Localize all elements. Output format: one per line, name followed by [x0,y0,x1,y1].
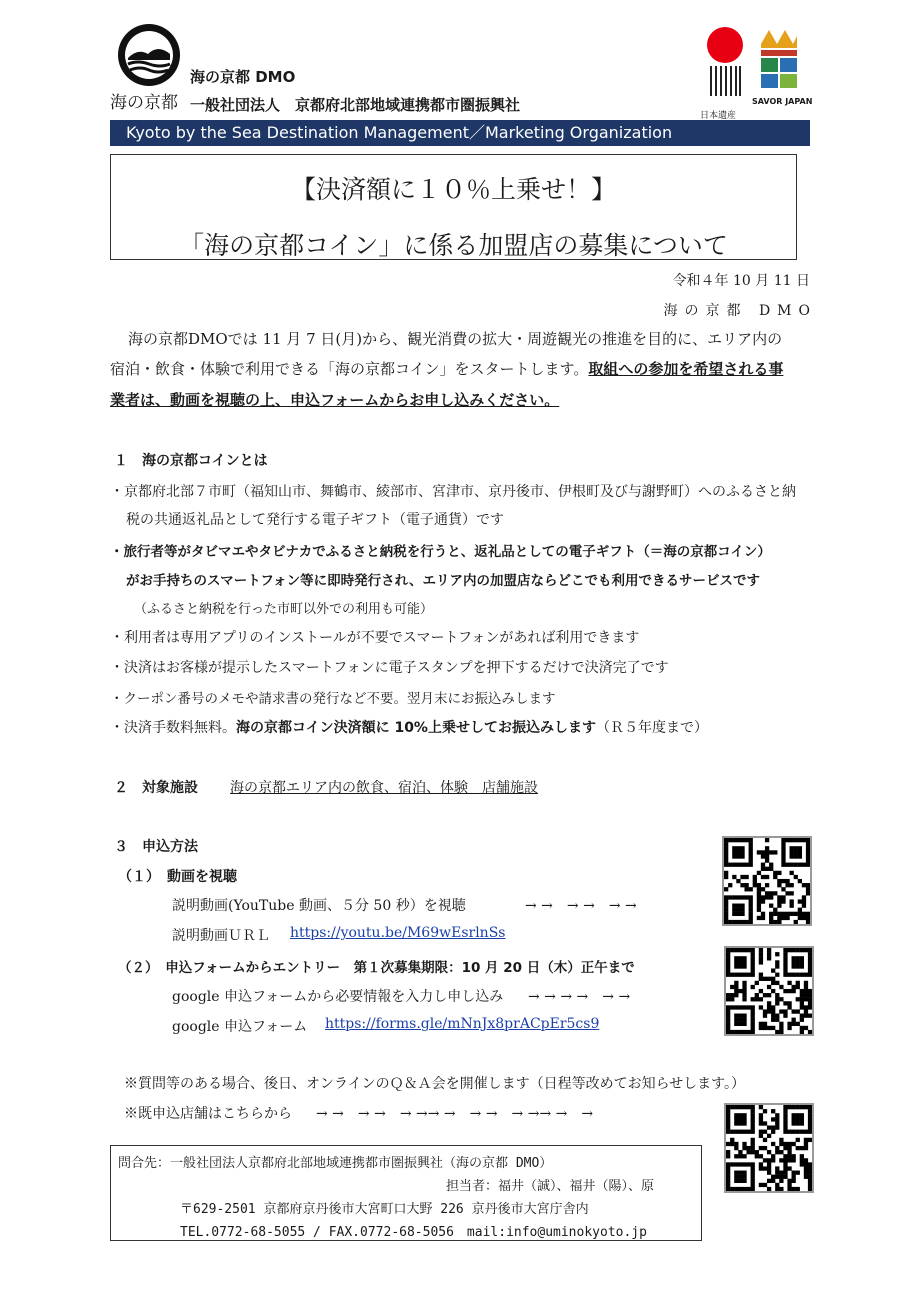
section-1-item-last [110,717,708,737]
contact-line-1: 問合先：一般社団法人京都府北部地域連携都市圏振興社（海の京都 DMO） [118,1156,553,1171]
contact-line-2: 担当者：福井（誠）、福井（陽）、原 [445,1179,654,1194]
step-1-line-1: 説明動画(YouTube 動画、５分 50 秒）を視聴 [172,898,466,914]
video-qr-code-icon[interactable] [722,836,812,926]
intro-line-2-bold: 取組への参加を希望される事 [588,360,784,378]
sender: 海の京都 DMO [663,303,817,319]
note-2: ※既申込店舗はこちらから [124,1106,292,1122]
savor-japan-logo-icon [757,26,801,96]
dmo-logo-icon [118,24,180,86]
section-1-last-plain-1: ・決済手数料無料。 [110,720,236,736]
note-1: ※質問等のある場合、後日、オンラインのＱ＆Ａ会を開催します（日程等改めてお知らせします。） [124,1076,746,1092]
section-1-last-bold: 海の京都コイン決済額に 10%上乗せしてお振込みします [236,720,596,736]
section-1-last-plain-2: （Ｒ５年度まで） [595,720,708,736]
section-3-heading: ３ 申込方法 [114,839,198,855]
step-2-heading: （２） 申込フォームからエントリー 第１次募集期限：10 月 20 日（木）正午まで [118,960,635,976]
note-2-arrows: → → → → → →→ → → → → →→ → → [316,1106,594,1122]
title-line-1: 【決済額に１０％上乗せ！】 [290,175,616,204]
issue-date: 令和４年 10 月 11 日 [672,273,810,289]
title-line-2: 「海の京都コイン」に係る加盟店の募集について [179,231,728,260]
step-2-arrows: → → → → → → [528,989,631,1005]
intro-line-2 [110,358,783,379]
google-form-link[interactable]: https://forms.gle/mNnJx8prACpEr5cs9 [325,1016,600,1032]
logo-text: 海の京都 [110,93,178,113]
section-1-item: ・クーポン番号のメモや請求書の発行など不要。翌月末にお振込みします [110,691,556,707]
existing-store-qr-code-icon[interactable] [724,1103,814,1193]
org-dmo: 海の京都 DMO [190,68,296,86]
section-1-heading: １ 海の京都コインとは [114,453,268,469]
step-1-url-label: 説明動画ＵＲＬ [172,928,270,944]
step-2-line-1: google 申込フォームから必要情報を入力し申し込み [172,989,504,1005]
intro-line-2-plain: 宿泊・飲食・体験で利用できる「海の京都コイン」をスタートします。 [110,360,589,378]
japan-heritage-bars-icon [708,66,742,96]
youtube-video-link[interactable]: https://youtu.be/M69wEsrlnSs [290,925,506,941]
section-1-item: （ふるさと納税を行った市町以外での利用も可能） [134,602,434,617]
section-2-heading: ２ 対象施設 [114,780,198,796]
step-2-url-label: google 申込フォーム [172,1019,308,1035]
japan-heritage-sun-icon [707,27,743,63]
section-1-item: ・旅行者等がタビマエやタビナカでふるさと納税を行うと、返礼品としての電子ギフト（＝海の京都コイン） [110,544,771,560]
section-1-item: 税の共通返礼品として発行する電子ギフト（電子通貨）です [126,512,504,528]
japan-heritage-label: 日本遺産 [700,111,737,121]
section-1-item: ・決済はお客様が提示したスマートフォンに電子スタンプを押下するだけで決済完了です [110,660,669,676]
step-1-heading: （１） 動画を視聴 [118,869,237,885]
section-1-item: がお手持ちのスマートフォン等に即時発行され、エリア内の加盟店ならどこでも利用できるサービスです [126,573,760,589]
section-1-item: ・利用者は専用アプリのインストールが不要でスマートフォンがあれば利用できます [110,630,640,646]
contact-line-4: TEL.0772-68-5055 / FAX.0772-68-5056 mail:info@uminokyoto.jp [180,1225,647,1240]
section-2-value: 海の京都エリア内の飲食、宿泊、体験 店舗施設 [230,780,538,796]
intro-line-1: 海の京都DMOでは 11 月 7 日(月)から、観光消費の拡大・周遊観光の推進を目的に、エリア内の [128,330,783,348]
section-1-item: ・京都府北部７市町（福知山市、舞鶴市、綾部市、宮津市、京丹後市、伊根町及び与謝野町）へのふるさと納 [110,484,796,500]
step-1-arrows: → → → → → → [525,898,637,914]
form-qr-code-icon[interactable] [724,946,814,1036]
org-banner: Kyoto by the Sea Destination Management／Marketing Organization [110,120,810,146]
contact-line-3: 〒629-2501 京都府京丹後市大宮町口大野 226 京丹後市大宮庁舎内 [180,1202,589,1217]
org-name: 一般社団法人 京都府北部地域連携都市圏振興社 [190,96,521,114]
intro-line-3: 業者は、動画を視聴の上、申込フォームからお申し込みください。 [110,391,560,409]
savor-japan-label: SAVOR JAPAN [752,97,813,106]
